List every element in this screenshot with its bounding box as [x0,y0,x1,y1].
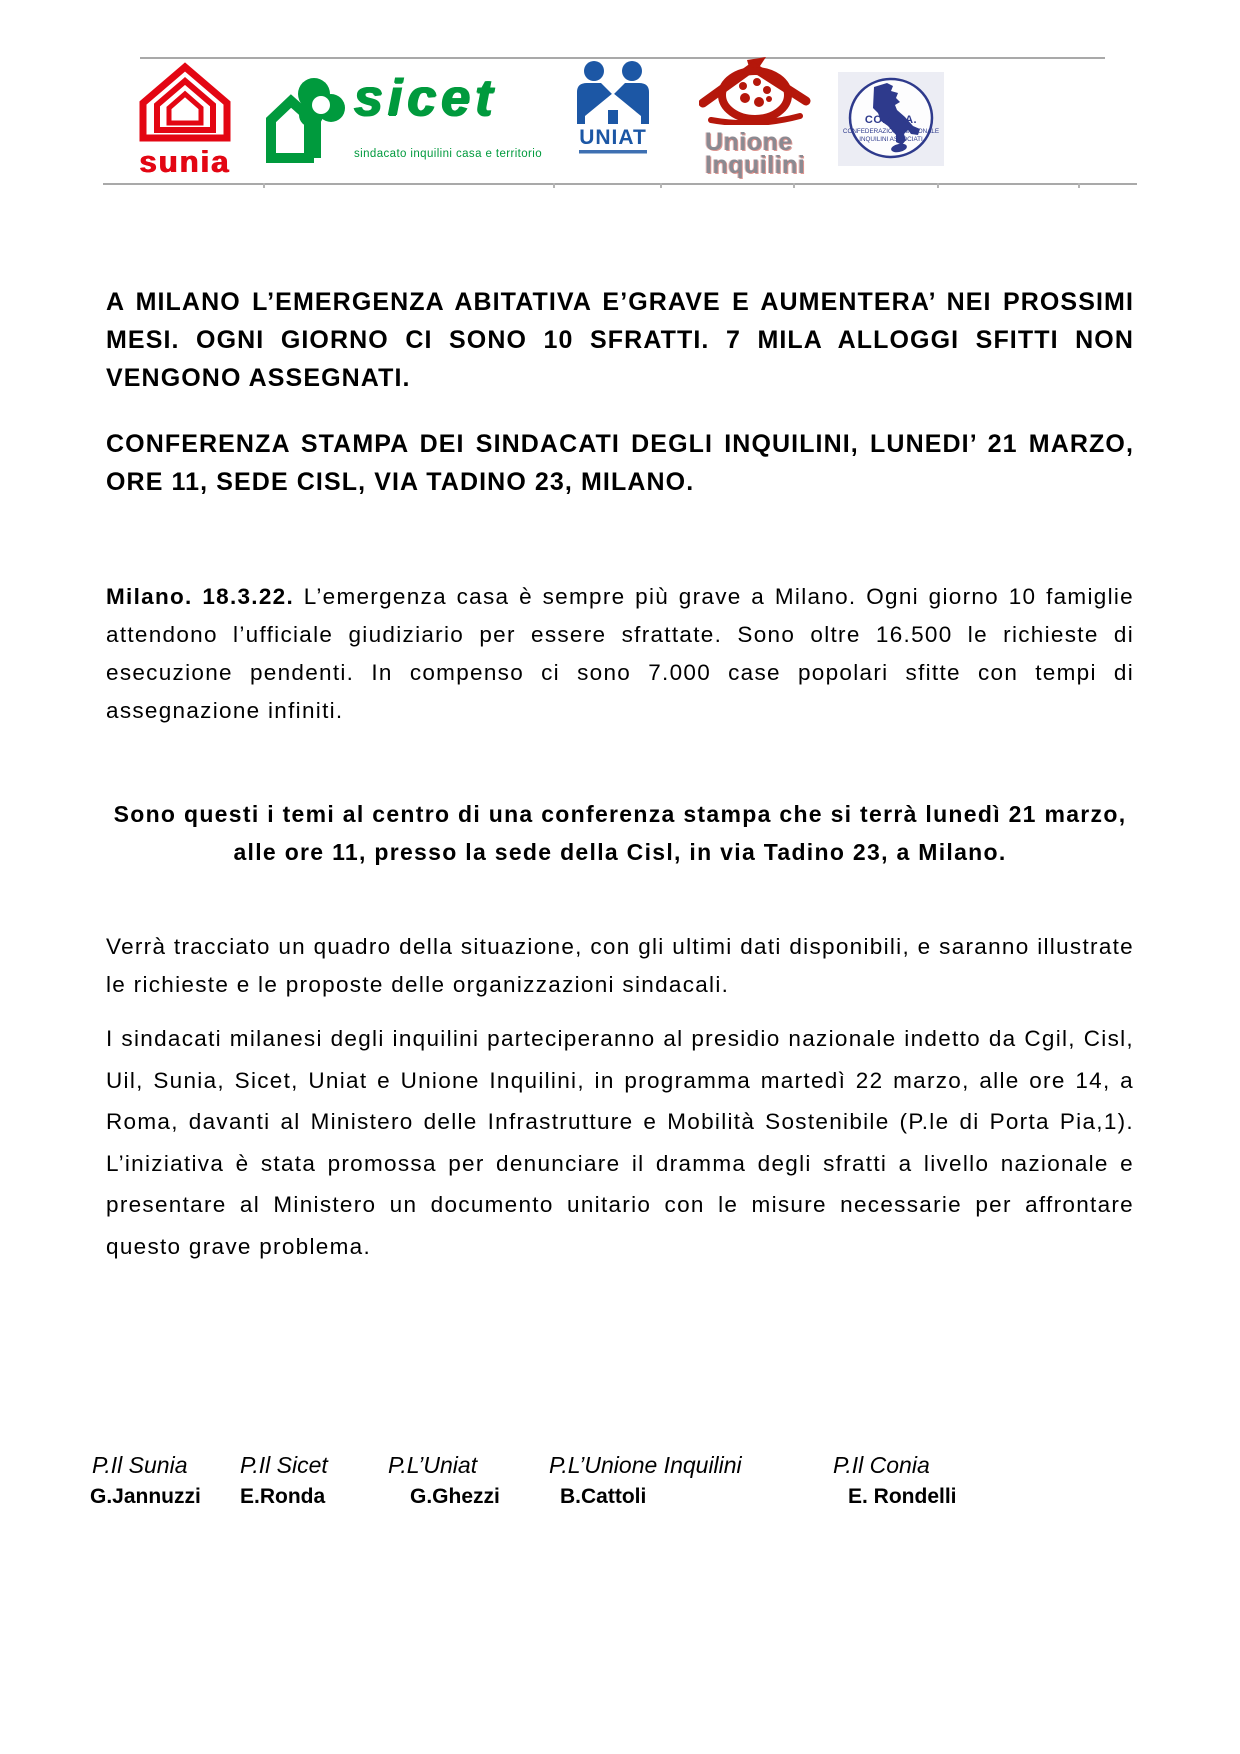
sunia-wordmark: sunia [139,144,231,179]
conia-italy-map-icon [838,114,944,170]
headline-emergenza-abitativa: A MILANO L’EMERGENZA ABITATIVA E’GRAVE E AUMENTERA’ NEI PROSSIMI MESI. OGNI GIORNO CI SONO 10 SFRATTI. 7 MILA ALLOGGI SFITTI NON VENGONO ASSEGNATI. [106,288,1134,392]
rule-tick [793,183,795,188]
signature-name-rondelli: E. Rondelli [848,1485,957,1508]
paragraph-presidio-nazionale: I sindacati milanesi degli inquilini parteciperanno al presidio nazionale indetto da Cgil, Cisl, Uil, Sunia, Sicet, Uniat e Unione Inquilini, in programma martedì 22 marzo, alle ore 14, a Roma, davanti al Ministero delle Infrastrutture e Mobilità Sostenibile (P.le di Porta Pia,1). L’iniziativa è stata promossa per denunciare il dramma degli sfratti a livello nazionale e presentare al Ministero un documento unitario con le misure necessarie per affrontare questo grave problema. [106,1026,1134,1259]
paragraph-dateline [106,578,1134,730]
unione-word-line1: Unione [705,128,793,156]
uniat-figures-house-icon [572,126,654,166]
rule-tick [1078,183,1080,188]
rule-tick [263,183,265,188]
conia-tagline-line1: CONFEDERAZIONE NAZIONALE [842,128,940,135]
conia-wordmark: CO.N.I.A. [864,114,918,126]
signature-org-unione-inquilini: P.L’Unione Inquilini [549,1452,742,1478]
sicet-wordmark: sicet [354,69,498,127]
unione-inquilini-wordmark [705,128,817,179]
signature-name-ronda: E.Ronda [240,1485,326,1508]
signature-org-sicet: P.Il Sicet [240,1452,328,1478]
conia-tagline-line2: INQUILINI ASSOCIATI [859,136,923,143]
header-bottom-rule [103,183,1137,185]
unione-inquilini-house-icon [699,112,814,129]
paragraph-quadro-situazione: Verrà tracciato un quadro della situazione, con gli ultimi dati disponibili, e saranno illustrate le richieste e le proposte delle organizzazioni sindacali. [106,934,1134,997]
dateline-lead: Milano. 18.3.22. [106,584,295,609]
unione-inquilini-logo [699,57,817,179]
signature-block [0,1452,1240,1522]
sicet-logo [262,66,543,168]
signature-org-conia: P.Il Conia [833,1452,930,1478]
headline-conferenza-stampa: CONFERENZA STAMPA DEI SINDACATI DEGLI INQUILINI, LUNEDI’ 21 MARZO, ORE 11, SEDE CISL, VIA TADINO 23, MILANO. [106,430,1134,496]
signature-name-ghezzi: G.Ghezzi [410,1485,500,1508]
unione-word-line2: Inquilini [705,151,806,179]
paragraph-conference-summary: Sono questi i temi al centro di una conferenza stampa che si terrà lunedì 21 marzo, alle ore 11, presso la sede della Cisl, in via Tadino 23, a Milano. [113,801,1127,865]
rule-tick [937,183,939,188]
signature-name-cattoli: B.Cattoli [560,1485,647,1508]
sunia-logo [135,62,235,179]
uniat-logo [572,60,654,162]
signature-org-sunia: P.Il Sunia [92,1452,188,1478]
uniat-tagline-bar [579,150,647,154]
rule-tick [660,183,662,188]
sicet-tagline: sindacato inquilini casa e territorio [354,148,543,160]
signature-name-jannuzzi: G.Jannuzzi [90,1485,201,1508]
signature-org-uniat: P.L’Uniat [388,1452,478,1478]
conia-logo [838,72,944,166]
header-top-rule [140,57,1105,59]
rule-tick [553,183,555,188]
uniat-wordmark: UNIAT [579,126,647,149]
dateline-text: L’emergenza casa è sempre più grave a Milano. Ogni giorno 10 famiglie attendono l’ufficiale giudiziario per essere sfrattate. Sono oltre 16.500 le richieste di esecuzione pendenti. In compenso ci sono 7.000 case popolari sfitte con tempi di assegnazione infiniti. [106,584,1134,723]
